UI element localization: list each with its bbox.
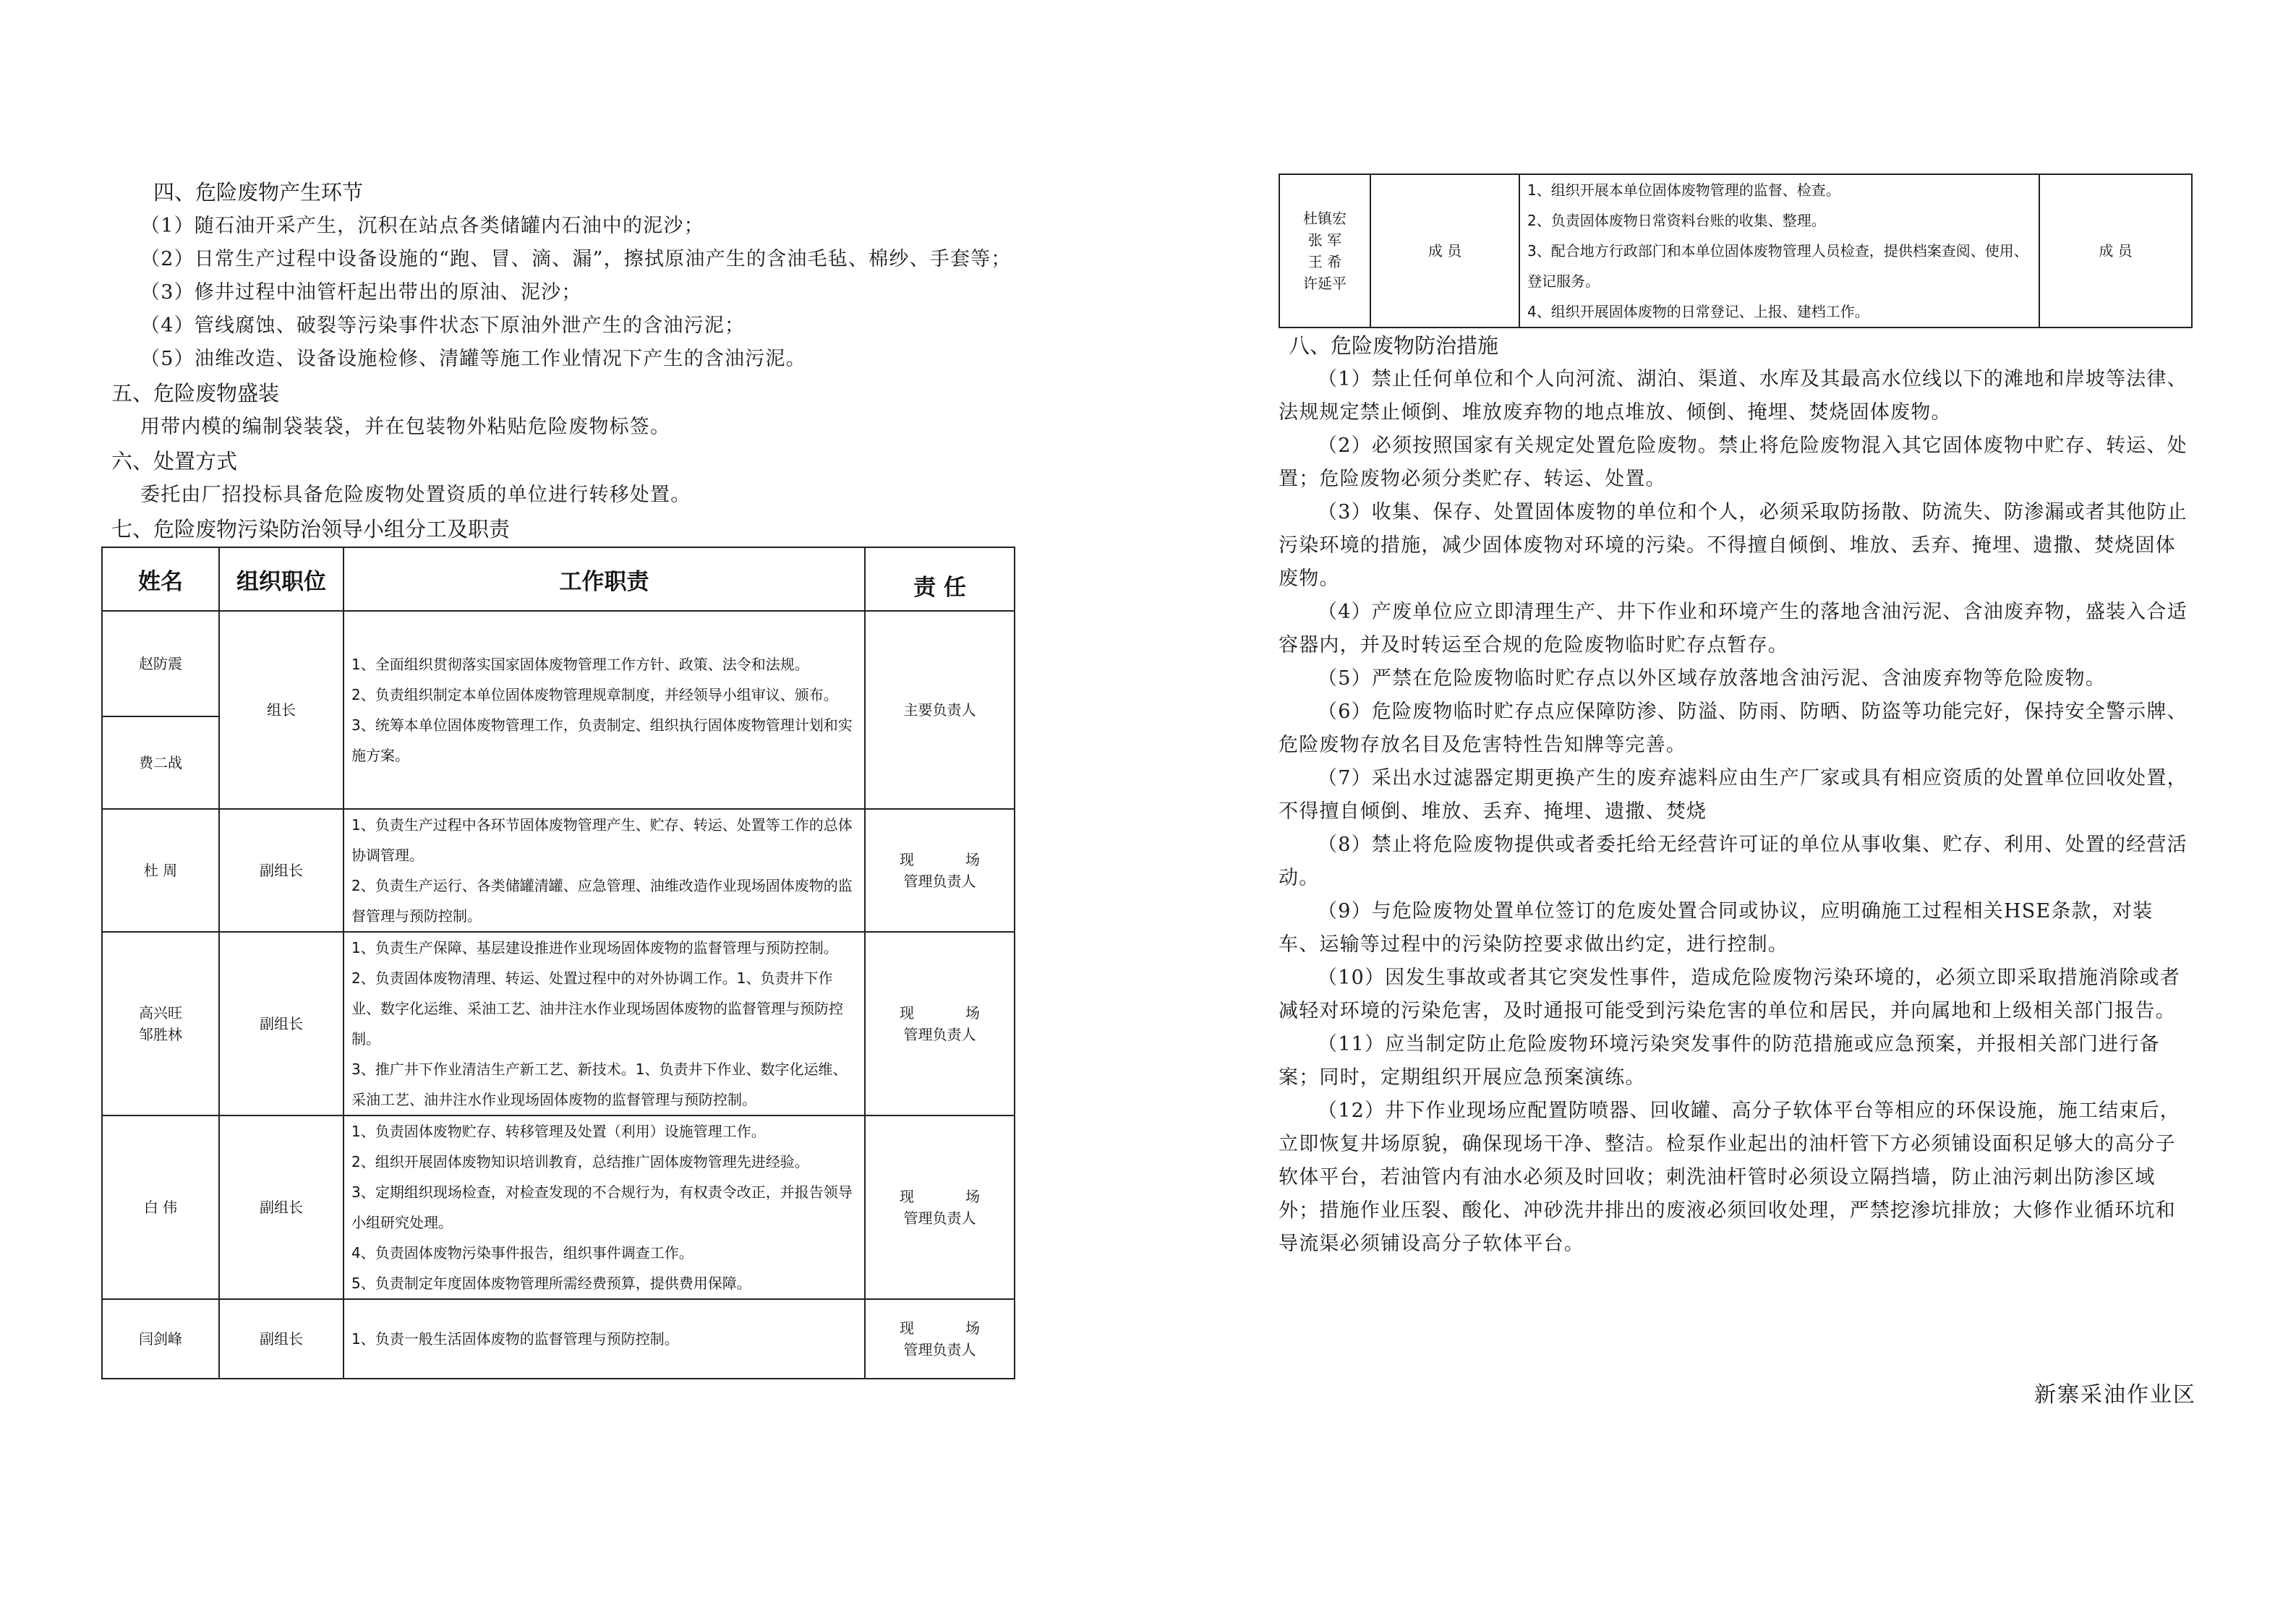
s4-item-5: （5）油维改造、设备设施检修、清罐等施工作业情况下产生的含油污泥。 (140, 348, 806, 370)
duties-cell (343, 1115, 865, 1299)
name-line-1: 高兴旺 (139, 1004, 182, 1022)
s8-item-9: （9）与危险废物处置单位签订的危废处置合同或协议，应明确施工过程相关HSE条款，对装车、运输等过程中的污染防控要求做出约定，进行控制。 (1279, 900, 2154, 956)
table-row (102, 611, 1015, 716)
s8-item-8: （8）禁止将危险废物提供或者委托给无经营许可证的单位从事收集、贮存、利用、处置的经营活动。 (1279, 834, 2188, 889)
duties-cell (343, 611, 865, 809)
position-cell: 副组长 (219, 809, 343, 932)
resp-line-1: 现 场 (900, 1004, 980, 1022)
responsibility-cell (865, 1299, 1015, 1379)
duty-line: 1、负责固体废物贮存、转移管理及处置（利用）设施管理工作。 (351, 1123, 766, 1140)
name-cell (102, 932, 219, 1115)
resp-line-1: 现 场 (900, 1188, 980, 1205)
header-name: 姓名 (102, 547, 219, 611)
position-cell: 副组长 (219, 932, 343, 1115)
section-8-title: 八、危险废物防治措施 (1289, 333, 1499, 358)
name-line-2: 邹胜林 (139, 1026, 182, 1043)
section-7-title: 七、危险废物污染防治领导小组分工及职责 (111, 517, 511, 541)
s4-item-4: （4）管线腐蚀、破裂等污染事件状态下原油外泄产生的含油污泥； (140, 314, 746, 337)
name-cell (1279, 174, 1370, 327)
responsibility-cell (865, 932, 1015, 1115)
position-cell: 成 员 (1370, 174, 1519, 327)
duty-table (101, 547, 1015, 1379)
name-cell: 闫剑峰 (102, 1299, 219, 1379)
table-row (1279, 174, 2192, 327)
duty-line: 1、组织开展本单位固体废物管理的监督、检查。 (1527, 181, 1840, 199)
name-line: 王 希 (1307, 253, 1342, 270)
right-page (1279, 174, 2191, 1261)
s8-item-1: （1）禁止任何单位和个人向河流、湖泊、渠道、水库及其最高水位线以下的滩地和岸坡等法律、法规规定禁止倾倒、堆放废弃物的地点堆放、倾倒、掩埋、焚烧固体废物。 (1279, 368, 2188, 424)
resp-line-2: 管理负责人 (903, 1341, 976, 1358)
s8-item-3: （3）收集、保存、处置固体废物的单位和个人，必须采取防扬散、防流失、防渗漏或者其他防止污染环境的措施，减少固体废物对环境的污染。不得擅自倾倒、堆放、丢弃、掩埋、遗撒、焚烧固体废物。 (1279, 501, 2188, 590)
position-cell: 副组长 (219, 1115, 343, 1299)
duty-line: 1、负责一般生活固体废物的监督管理与预防控制。 (351, 1330, 679, 1348)
responsibility-cell: 成 员 (2039, 174, 2192, 327)
duty-line: 1、负责生产过程中各环节固体废物管理产生、贮存、转运、处置等工作的总体协调管理。 (351, 816, 853, 864)
name-cell: 杜 周 (102, 809, 219, 932)
name-cell: 白 伟 (102, 1115, 219, 1299)
duty-line: 2、负责固体废物日常资料台账的收集、整理。 (1527, 212, 1826, 229)
duty-line: 3、统筹本单位固体废物管理工作，负责制定、组织执行固体废物管理计划和实施方案。 (351, 716, 853, 764)
section-4-title: 四、危险废物产生环节 (153, 180, 364, 205)
s4-item-3: （3）修井过程中油管杆起出带出的原油、泥沙； (140, 281, 582, 304)
duty-line: 3、定期组织现场检查，对检查发现的不合规行为，有权责令改正，并报告领导小组研究处理。 (351, 1183, 853, 1231)
duty-line: 2、负责生产运行、各类储罐清罐、应急管理、油维改造作业现场固体废物的监督管理与预防控制。 (351, 877, 853, 925)
duty-line: 1、负责生产保障、基层建设推进作业现场固体废物的监督管理与预防控制。 (351, 939, 838, 956)
duty-line: 2、负责组织制定本单位固体废物管理规章制度，并经领导小组审议、颁布。 (351, 686, 838, 703)
duty-line: 2、组织开展固体废物知识培训教育，总结推广固体废物管理先进经验。 (351, 1153, 809, 1170)
member-table (1279, 174, 2193, 328)
s8-item-4: （4）产废单位应立即清理生产、井下作业和环境产生的落地含油污泥、含油废弃物，盛装入合适容器内，并及时转运至合规的危险废物临时贮存点暂存。 (1279, 601, 2188, 656)
responsibility-cell (865, 1115, 1015, 1299)
s8-item-6: （6）危险废物临时贮存点应保障防渗、防溢、防雨、防晒、防盗等功能完好，保持安全警示牌、危险废物存放名目及危害特性告知牌等完善。 (1279, 701, 2188, 756)
header-responsibility: 责 任 (865, 547, 1015, 611)
duties-cell (343, 1299, 865, 1379)
s8-item-7: （7）采出水过滤器定期更换产生的废弃滤料应由生产厂家或具有相应资质的处置单位回收处置，不得擅自倾倒、堆放、丢弃、掩埋、遗撒、焚烧 (1279, 767, 2188, 823)
s6-text: 委托由厂招投标具备危险废物处置资质的单位进行转移处置。 (140, 484, 691, 506)
s5-text: 用带内模的编制袋装袋，并在包装物外粘贴危险废物标签。 (140, 416, 671, 438)
position-cell: 组长 (219, 611, 343, 809)
header-duties: 工作职责 (343, 547, 865, 611)
s4-item-1: （1）随石油开采产生，沉积在站点各类储罐内石油中的泥沙； (140, 215, 704, 237)
resp-line-1: 现 场 (900, 1319, 980, 1337)
table-row (102, 932, 1015, 1115)
section-5-title: 五、危险废物盛装 (111, 381, 280, 406)
resp-line-2: 管理负责人 (903, 1026, 976, 1043)
duty-line: 3、推广井下作业清洁生产新工艺、新技术。1、负责井下作业、数字化运维、采油工艺、油井注水作业现场固体废物的监督管理与预防控制。 (351, 1061, 848, 1108)
s8-item-2: （2）必须按照国家有关规定处置危险废物。禁止将危险废物混入其它固体废物中贮存、转运、处置；危险废物必须分类贮存、转运、处置。 (1279, 434, 2188, 490)
position-cell: 副组长 (219, 1299, 343, 1379)
duty-line: 4、负责固体废物污染事件报告，组织事件调查工作。 (351, 1244, 694, 1262)
signature-unit: 新寨采油作业区 (2034, 1382, 2196, 1408)
s8-item-10: （10）因发生事故或者其它突发性事件，造成危险废物污染环境的，必须立即采取措施消除或者减轻对环境的污染危害，及时通报可能受到污染危害的单位和居民，并向属地和上级相关部门报告。 (1279, 967, 2180, 1022)
duty-line: 4、组织开展固体废物的日常登记、上报、建档工作。 (1527, 303, 1869, 320)
name-line: 杜镇宏 (1303, 210, 1347, 227)
s4-item-2: （2）日常生产过程中设备设施的“跑、冒、滴、漏”，擦拭原油产生的含油毛毡、棉纱、手套等； (140, 248, 1012, 270)
resp-line-1: 现 场 (900, 851, 980, 868)
table-row (102, 1299, 1015, 1379)
left-page (101, 175, 1014, 1379)
responsibility-cell (865, 809, 1015, 932)
name-cell: 赵防震 (102, 611, 219, 716)
table-row (102, 1115, 1015, 1299)
table-row (102, 809, 1015, 932)
resp-line-2: 管理负责人 (903, 1209, 976, 1227)
name-cell: 费二战 (102, 716, 219, 809)
header-position: 组织职位 (219, 547, 343, 611)
section-6-title: 六、处置方式 (111, 449, 238, 474)
resp-line-2: 管理负责人 (903, 873, 976, 890)
name-line: 张 军 (1307, 231, 1342, 249)
s8-item-11: （11）应当制定防止危险废物环境污染突发事件的防范措施或应急预案，并报相关部门进行备案；同时，定期组织开展应急预案演练。 (1279, 1033, 2160, 1089)
table-header-row (102, 547, 1015, 611)
duties-cell (343, 809, 865, 932)
s8-item-12: （12）井下作业现场应配置防喷器、回收罐、高分子软体平台等相应的环保设施，施工结束后，立即恢复井场原貌，确保现场干净、整洁。检泵作业起出的油杆管下方必须铺设面积足够大的高分子软体平台，若油管内有油水必须及时回收；刺洗油杆管时必须设立隔挡墙，防止油污刺出防渗区域外；措施作业压裂、酸化、冲砂洗井排出的废液必须回收处理，严禁挖渗坑排放；大修作业循环坑和导流渠必须铺设高分子软体平台。 (1279, 1100, 2180, 1255)
duty-line: 5、负责制定年度固体废物管理所需经费预算，提供费用保障。 (351, 1275, 751, 1292)
responsibility-cell: 主要负责人 (865, 611, 1015, 809)
duties-cell (1519, 174, 2039, 327)
s8-item-5: （5）严禁在危险废物临时贮存点以外区域存放落地含油污泥、含油废弃物等危险废物。 (1318, 667, 2106, 690)
duty-line: 3、配合地方行政部门和本单位固体废物管理人员检查，提供档案查阅、使用、登记服务。 (1527, 242, 2028, 290)
duty-line: 1、全面组织贯彻落实国家固体废物管理工作方针、政策、法令和法规。 (351, 656, 809, 673)
name-line: 许延平 (1303, 275, 1347, 292)
duty-line: 2、负责固体废物清理、转运、处置过程中的对外协调工作。1、负责井下作业、数字化运维、采油工艺、油井注水作业现场固体废物的监督管理与预防控制。 (351, 969, 843, 1048)
duties-cell (343, 932, 865, 1115)
